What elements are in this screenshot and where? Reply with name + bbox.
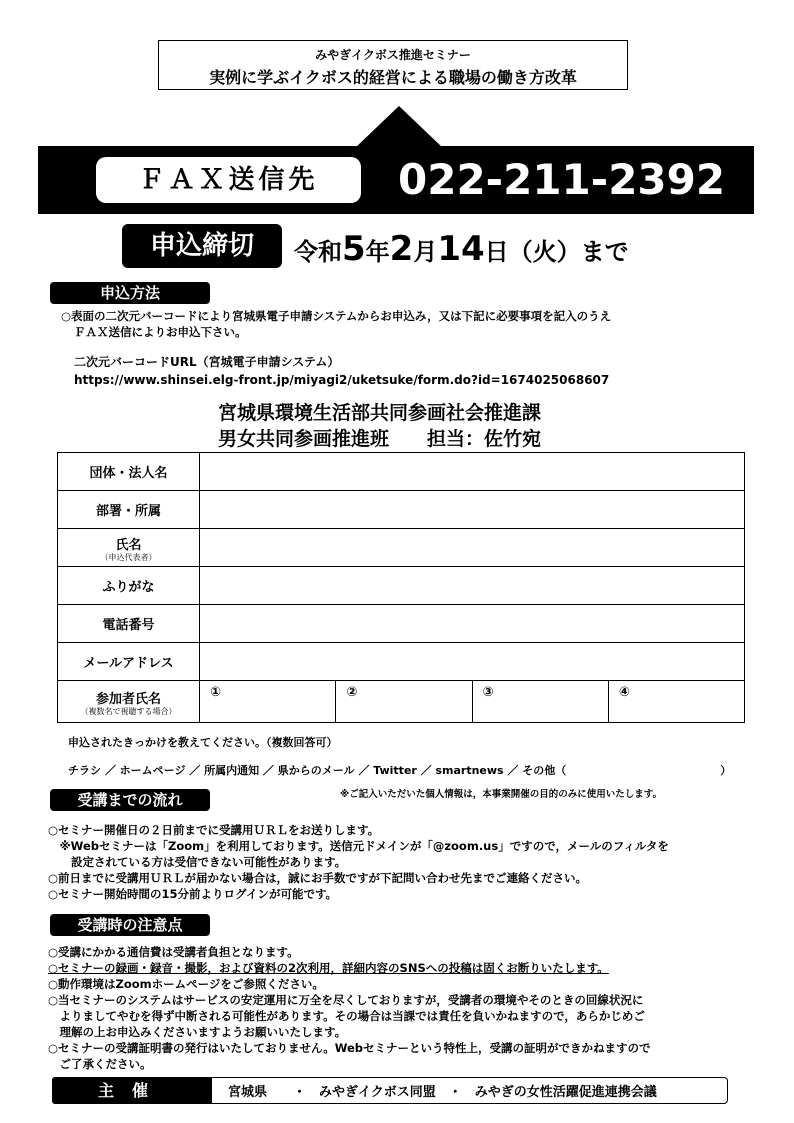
form-field-organization[interactable]	[200, 453, 745, 491]
survey-question: 申込されたきっかけを教えてください。（複数回答可）	[68, 736, 338, 749]
flow-lines	[48, 822, 669, 902]
deadline-label: 申込締切	[122, 224, 282, 268]
note-line: 理解の上お申込みくださいますようお願いいたします。	[48, 1025, 347, 1039]
form-label-department: 部署・所属	[58, 491, 200, 529]
note-line: ○動作環境はZoomホームページをご参照ください。	[48, 977, 324, 991]
section-heading-flow: 受講までの流れ	[50, 789, 210, 811]
application-form-table	[57, 452, 745, 723]
note-line: ○セミナーの受講証明書の発行はいたしておりません。Webセミナーという特性上，受講の証明ができかねますので	[48, 1041, 651, 1055]
table-row	[58, 605, 745, 643]
pointer-triangle-icon	[355, 106, 443, 148]
participant-slot-3[interactable]: ③	[472, 681, 608, 723]
event-title-box	[158, 40, 628, 90]
participant-slot-4[interactable]: ④	[608, 681, 744, 723]
form-field-phone[interactable]	[200, 605, 745, 643]
application-line-2: ＦＡＸ送信によりお申込下さい。	[74, 325, 247, 339]
form-label-name: 氏名 （申込代表者）	[58, 529, 200, 567]
table-row	[58, 453, 745, 491]
event-title: 実例に学ぶイクボス的経営による職場の働き方改革	[209, 68, 577, 87]
host-label: 主催	[52, 1077, 212, 1104]
notes-lines	[48, 944, 651, 1072]
url-label: 二次元バーコードURL（宮城電子申請システム）	[74, 355, 340, 369]
section-heading-notes: 受講時の注意点	[50, 914, 210, 936]
form-label-email: メールアドレス	[58, 643, 200, 681]
deadline-date: 令和5年2月14日（火）まで	[294, 229, 629, 269]
note-line-underlined: ○セミナーの録画・録音・撮影，および資料の2次利用，詳細内容のSNSへの投稿は固くお断りいたします。	[48, 961, 609, 975]
application-url[interactable]: https://www.shinsei.elg-front.jp/miyagi2/uketsuke/form.do?id=1674025068607	[74, 373, 610, 387]
note-line: よりましてやむを得ず中断される可能性があります。その場合は当課では責任を負いかねますので，あらかじめご	[48, 1009, 645, 1023]
table-row	[58, 491, 745, 529]
fax-label: ＦＡＸ送信先	[96, 157, 361, 203]
form-label-participants: 参加者氏名 （複数名で視聴する場合）	[58, 681, 200, 723]
privacy-note: ※ご記入いただいた個人情報は，本事業開催の目的のみに使用いたします。	[340, 789, 662, 800]
participant-slot-1[interactable]: ①	[200, 681, 336, 723]
form-field-email[interactable]	[200, 643, 745, 681]
table-row	[58, 681, 745, 723]
participant-slot-2[interactable]: ②	[336, 681, 472, 723]
note-line: ○受講にかかる通信費は受講者負担となります。	[48, 945, 299, 959]
form-field-name[interactable]	[200, 529, 745, 567]
form-label-organization: 団体・法人名	[58, 453, 200, 491]
application-line-1: ○表面の二次元バーコードにより宮城県電子申請システムからお申込み，又は下記に必要事項を記入のうえ	[61, 309, 612, 323]
form-field-department[interactable]	[200, 491, 745, 529]
table-row	[58, 643, 745, 681]
host-organizations: 宮城県 ・ みやぎイクボス同盟 ・ みやぎの女性活躍促進連携会議	[228, 1085, 657, 1100]
note-line: ○当セミナーのシステムはサービスの安定運用に万全を尽くしておりますが，受講者の環境やそのときの回線状況に	[48, 993, 644, 1007]
flow-line: ○セミナー開催日の２日前までに受講用ＵＲＬをお送りします。	[48, 823, 380, 837]
event-subtitle: みやぎイクボス推進セミナー	[315, 48, 471, 62]
section-heading-application: 申込方法	[50, 282, 210, 304]
recipient-line-2: 男女共同参画推進班 担当：佐竹宛	[218, 428, 542, 450]
flow-line: 設定されている方は受信できない可能性があります。	[48, 855, 347, 869]
fax-number: 022-211-2392	[398, 155, 726, 204]
flow-line: ※Webセミナーは「Zoom」を利用しております。送信元ドメインが「@zoom.us」ですので，メールのフィルタを	[48, 839, 669, 853]
form-field-furigana[interactable]	[200, 567, 745, 605]
form-label-phone: 電話番号	[58, 605, 200, 643]
note-line: ご了承ください。	[48, 1057, 152, 1071]
survey-options[interactable]: チラシ ／ ホームページ ／ 所属内通知 ／ 県からのメール ／ Twitter ／ smartnews ／ その他（ ）	[68, 764, 732, 777]
table-row	[58, 567, 745, 605]
form-label-furigana: ふりがな	[58, 567, 200, 605]
table-row	[58, 529, 745, 567]
recipient-line-1: 宮城県環境生活部共同参画社会推進課	[218, 402, 542, 424]
flow-line: ○セミナー開始時間の15分前よりログインが可能です。	[48, 887, 338, 901]
flow-line: ○前日までに受講用ＵＲＬが届かない場合は，誠にお手数ですが下記問い合わせ先までご連絡ください。	[48, 871, 588, 885]
